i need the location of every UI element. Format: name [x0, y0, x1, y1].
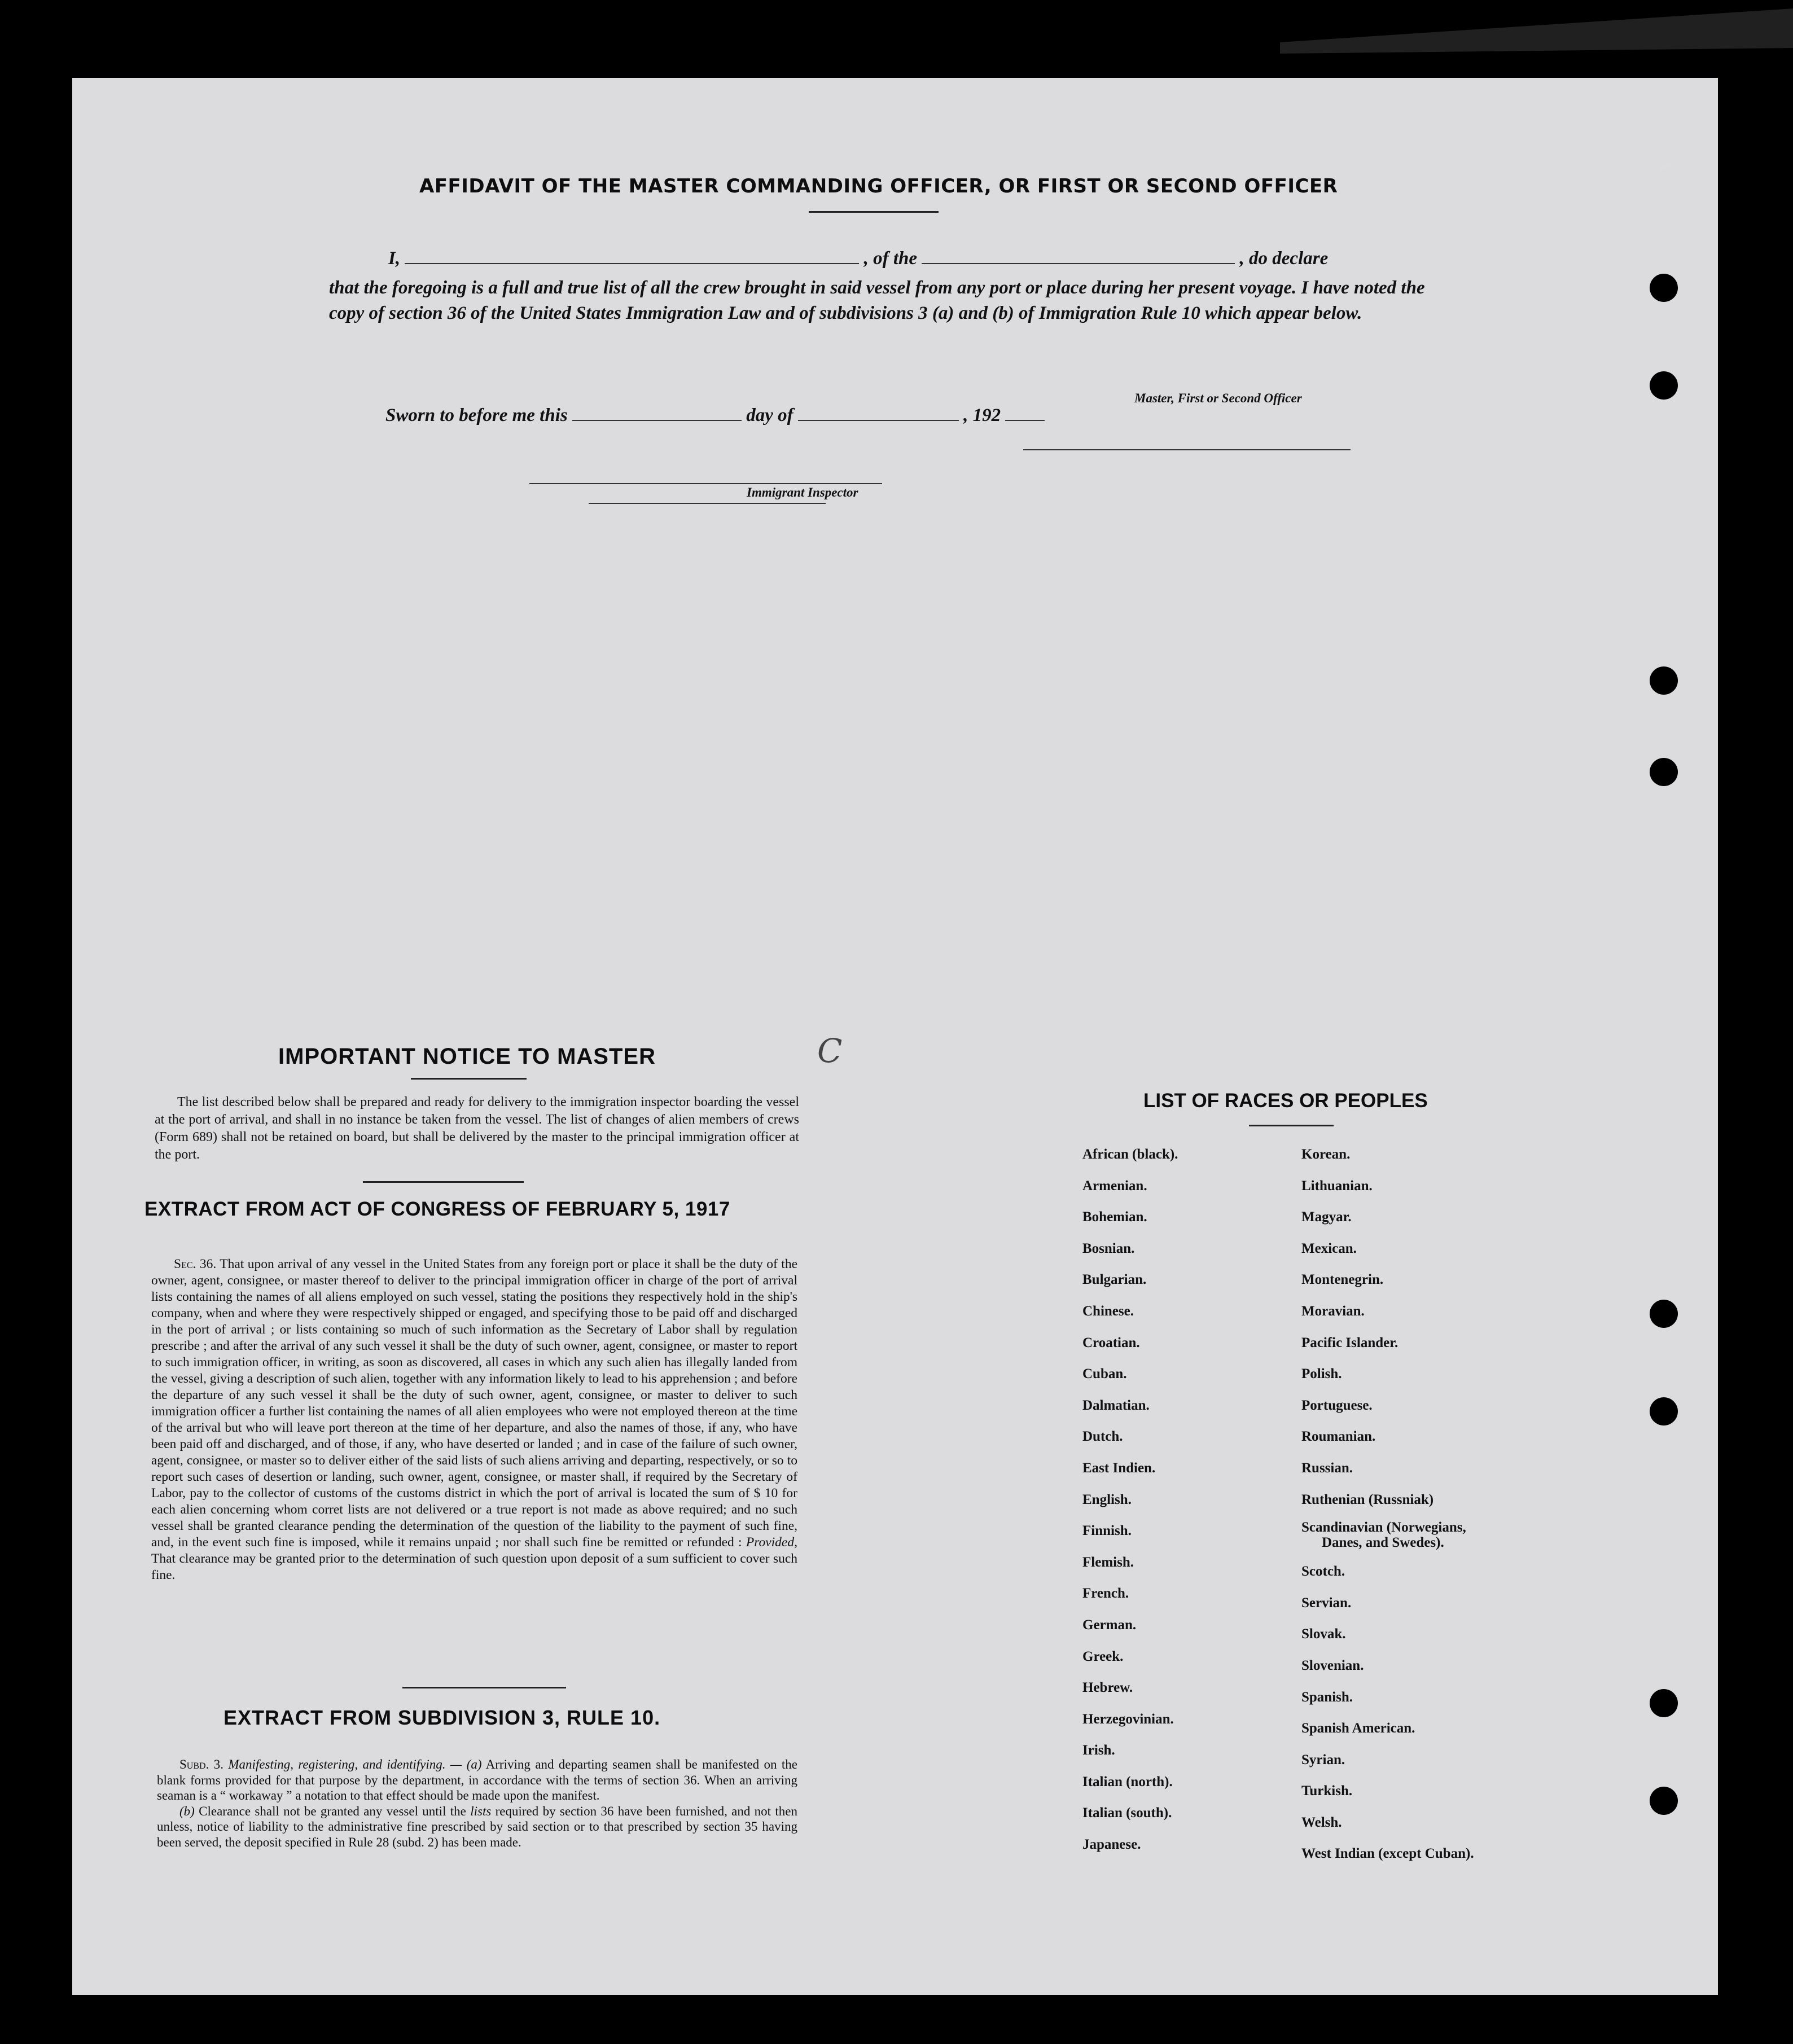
race-item: French.: [1082, 1586, 1129, 1602]
race-item: Pacific Islander.: [1301, 1335, 1399, 1350]
race-item: Spanish.: [1301, 1689, 1353, 1705]
race-item: Syrian.: [1301, 1752, 1345, 1767]
act-text: [151, 1256, 797, 1584]
race-item: Slovenian.: [1301, 1657, 1364, 1673]
day-of-label: day of: [746, 405, 794, 426]
act-sec-label: Sec. 36.: [174, 1257, 217, 1271]
race-item: Lithuanian.: [1301, 1178, 1373, 1194]
rule-paragraph-b: [157, 1804, 797, 1850]
race-item: African (black).: [1082, 1147, 1178, 1162]
race-item: Irish.: [1082, 1743, 1115, 1758]
inspector-signature-line[interactable]: [529, 467, 882, 484]
sworn-year-field[interactable]: [1005, 404, 1045, 421]
race-item: Slovak.: [1301, 1626, 1346, 1642]
race-item: English.: [1082, 1492, 1132, 1507]
vessel-field[interactable]: [922, 247, 1235, 264]
act-paragraph: [151, 1256, 797, 1584]
act-end-rule: [402, 1687, 566, 1688]
binder-hole: [1650, 1689, 1678, 1717]
race-item: Polish.: [1301, 1366, 1342, 1382]
rule-b-text-2: required by section 36 have been furnished, and not then unless, notice of liability to the administrative fine prescribed by said section or to that prescribed by section 35 having been served, the deposit specified in Rule 28 (subd. 2) has been made.: [157, 1804, 798, 1849]
race-item: Bulgarian.: [1082, 1272, 1147, 1288]
notice-text: [155, 1094, 799, 1164]
rule-text: [157, 1757, 797, 1850]
master-signature-line[interactable]: [1023, 433, 1351, 450]
race-item: Russian.: [1301, 1460, 1353, 1476]
rule-subd-label: Subd. 3.: [179, 1757, 223, 1771]
race-item: Greek.: [1082, 1648, 1124, 1664]
affidavit-line-1: [388, 247, 1328, 269]
race-item: Croatian.: [1082, 1335, 1140, 1350]
master-signature-label: Master, First or Second Officer: [1134, 391, 1302, 405]
race-item: Moravian.: [1301, 1303, 1365, 1319]
act-provided: Provided,: [746, 1535, 797, 1550]
race-item: Servian.: [1301, 1595, 1352, 1611]
affidavit-i-label: I,: [388, 248, 401, 269]
notice-end-rule: [363, 1181, 524, 1183]
inspector-signature-label: Immigrant Inspector: [747, 485, 858, 499]
act-title: EXTRACT FROM ACT OF CONGRESS OF FEBRUARY 5, 1917: [144, 1198, 730, 1220]
race-item: Turkish.: [1301, 1783, 1353, 1799]
race-item: Finnish.: [1082, 1523, 1132, 1539]
race-item: West Indian (except Cuban).: [1301, 1846, 1474, 1862]
race-item: Bosnian.: [1082, 1240, 1135, 1256]
binder-hole: [1650, 1397, 1678, 1425]
race-item: Danes, and Swedes).: [1322, 1535, 1444, 1551]
race-item: Hebrew.: [1082, 1680, 1133, 1696]
rule-a-label: — (a): [450, 1757, 482, 1771]
binder-hole: [1650, 274, 1678, 302]
race-item: Flemish.: [1082, 1554, 1134, 1570]
rule-title: EXTRACT FROM SUBDIVISION 3, RULE 10.: [223, 1706, 661, 1729]
sworn-month-field[interactable]: [798, 404, 959, 421]
race-item: Magyar.: [1301, 1209, 1352, 1225]
race-item: Scandinavian (Norwegians,: [1301, 1520, 1466, 1536]
name-field[interactable]: [405, 247, 859, 264]
race-item: Mexican.: [1301, 1240, 1357, 1256]
race-item: Korean.: [1301, 1147, 1351, 1162]
document-sheet: [72, 78, 1718, 1995]
race-item: Portuguese.: [1301, 1397, 1373, 1413]
race-item: Ruthenian (Russniak): [1301, 1492, 1434, 1507]
races-column-1: [1082, 1139, 1178, 1861]
race-item: Dalmatian.: [1082, 1397, 1150, 1413]
binder-hole: [1650, 666, 1678, 695]
race-item: Dutch.: [1082, 1429, 1123, 1445]
race-item: Welsh.: [1301, 1814, 1342, 1830]
races-title-rule: [1249, 1125, 1334, 1126]
notice-paragraph: The list described below shall be prepared and ready for delivery to the immigration inspector boarding the vessel at the port of arrival, and shall in no instance be taken from the vessel. The list of changes of alien members of crews (Form 689) shall not be retained on board, but shall be delivered by the master to the principal immigration officer at the port.: [155, 1095, 799, 1162]
binder-hole: [1650, 371, 1678, 400]
race-item: Chinese.: [1082, 1303, 1134, 1319]
rule-a-text: Arriving and departing seamen shall be manifested on the blank forms provided for that purpose by the department, in accordance with the terms of section 36. When an arriving seaman is a “ workaway ” a notation to that effect should be made upon the manifest.: [157, 1757, 798, 1802]
race-item: German.: [1082, 1617, 1137, 1633]
notice-title: IMPORTANT NOTICE TO MASTER: [278, 1044, 656, 1069]
races-column-2: [1301, 1139, 1474, 1870]
rule-b-text-1: Clearance shall not be granted any vessel until the: [199, 1804, 466, 1818]
affidavit-title: AFFIDAVIT OF THE MASTER COMMANDING OFFICER, OR FIRST OR SECOND OFFICER: [419, 175, 1338, 198]
rule-b-lists: lists: [470, 1804, 492, 1818]
sworn-day-field[interactable]: [572, 404, 742, 421]
do-declare-label: , do declare: [1239, 248, 1329, 269]
sworn-label: Sworn to before me this: [385, 405, 568, 426]
affidavit-title-rule: [809, 211, 939, 213]
rule-paragraph-a: [157, 1757, 797, 1804]
race-item: Armenian.: [1082, 1178, 1147, 1194]
race-item: Italian (south).: [1082, 1805, 1172, 1821]
race-item: Roumanian.: [1301, 1429, 1376, 1445]
race-item: Montenegrin.: [1301, 1272, 1384, 1288]
year-label: , 192: [963, 405, 1001, 426]
affidavit-body: that the foregoing is a full and true list of all the crew brought in said vessel from any port or place during her present voyage. I have noted the copy of section 36 of the United States Immigration Law and of subdivisions 3 (a) and (b) of Immigration Rule 10 which appear below.: [329, 278, 1425, 323]
notice-title-rule: [411, 1078, 527, 1080]
race-item: East Indien.: [1082, 1460, 1156, 1476]
races-title: LIST OF RACES OR PEOPLES: [1143, 1090, 1428, 1112]
rule-subd-heading: Manifesting, registering, and identifying.: [228, 1757, 446, 1771]
sworn-line: [385, 404, 1045, 426]
handwritten-mark: C: [817, 1032, 843, 1070]
race-item: Italian (north).: [1082, 1774, 1173, 1789]
race-item: Cuban.: [1082, 1366, 1127, 1382]
race-item: Herzegovinian.: [1082, 1711, 1174, 1727]
race-item: Bohemian.: [1082, 1209, 1147, 1225]
binder-hole: [1650, 1300, 1678, 1328]
binder-hole: [1650, 758, 1678, 786]
act-body-end: That clearance may be granted prior to the determination of such question upon deposit of a sum sufficient to cover such fine.: [151, 1551, 797, 1582]
of-the-label: , of the: [863, 248, 918, 269]
race-item: Spanish American.: [1301, 1721, 1415, 1736]
rule-b-label: (b): [179, 1804, 195, 1818]
binder-hole: [1650, 1787, 1678, 1815]
act-body: That upon arrival of any vessel in the United States from any foreign port or place it shall be the duty of the owner, agent, consignee, or master thereof to deliver to the principal immigration officer in charge of the port of arrival lists containing the names of all aliens employed on such vessel, stating the positions they respectively hold in the ship's company, when and where they were respectively shipped or engaged, and specifying those to be paid off and discharged in the port of arrival ; or lists containing so much of such information as the Secretary of Labor shall by regulation prescribe ; and after the arrival of any such vessel it shall be the duty of such owner, agent, consignee, or master to report to such immigration officer, in writing, as soon as discovered, all cases in which any such alien has illegally landed from the vessel, giving a description of such alien, together with any information likely to lead to his apprehension ; and before the departure of any such vessel it shall be the duty of such owner, agent, consignee, or master to deliver to such immigration officer a further list containing the names of all alien employees who were not employed thereon at the time of the arrival but who will leave port thereon at the time of her departure, and also the names of those, if any, who have been paid off and discharged, and of those, if any, who have deserted or landed ; and in case of the failure of such owner, agent, consignee, or master so to deliver either of the said lists of such aliens arriving and departing, respectively, or so to report such cases of desertion or landing, such owner, agent, consignee, or master shall, if required by the Secretary of Labor, pay to the collector of customs of the customs district in which the port of arrival is located the sum of $ 10 for each alien concerning whom corret lists are not delivered or a true report is not made as above required; and no such vessel shall be granted clearance pending the determination of the question of the liability to the payment of such fine, and, in the event such fine is imposed, while it remains unpaid ; nor shall such fine be remitted or refunded :: [151, 1257, 798, 1550]
race-item: Scotch.: [1301, 1564, 1345, 1580]
race-item: Japanese.: [1082, 1837, 1141, 1853]
